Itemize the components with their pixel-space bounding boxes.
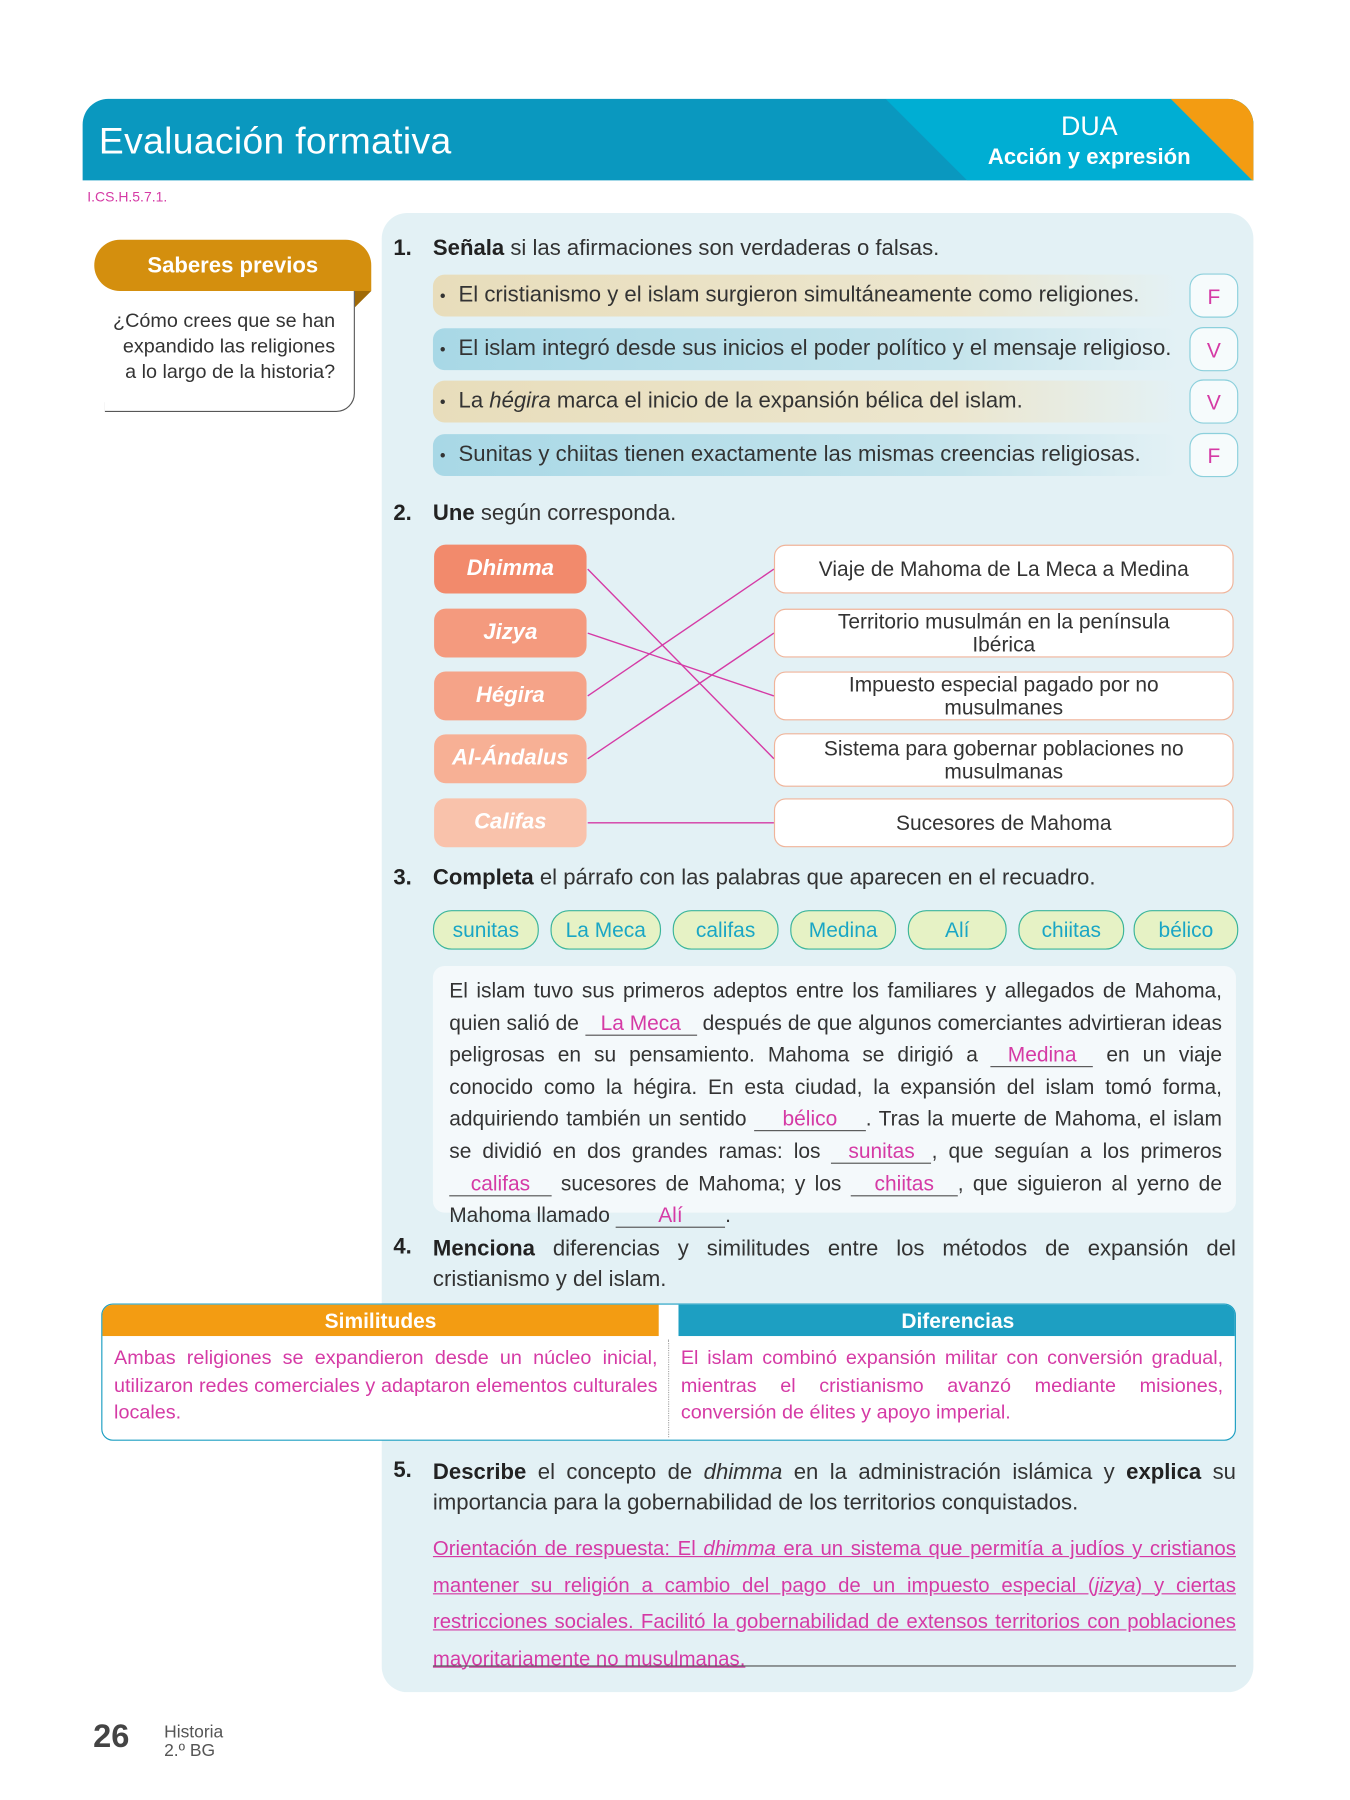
- match-term[interactable]: Hégira: [434, 672, 586, 721]
- question-rest: diferencias y similitudes entre los métodos de expansión del cristianismo y del islam.: [432, 1237, 1236, 1292]
- match-term[interactable]: Jizya: [434, 609, 586, 658]
- answer-text: Orientación de respuesta: El: [432, 1536, 704, 1560]
- statement-text: La: [458, 388, 490, 414]
- subject: Historia: [164, 1722, 224, 1743]
- word-bank-chip[interactable]: bélico: [1134, 910, 1239, 950]
- match-definition[interactable]: Territorio musulmán en la península Ibérica: [774, 609, 1234, 658]
- dua-sublabel: Acción y expresión: [987, 145, 1191, 170]
- grade: 2.º BG: [164, 1741, 216, 1761]
- match-line: [588, 633, 774, 696]
- blank-answer[interactable]: sunitas: [832, 1139, 932, 1163]
- paragraph-text: , que seguían a los primeros: [931, 1139, 1222, 1163]
- word-bank-chip[interactable]: La Meca: [550, 910, 661, 950]
- question-verb: explica: [1126, 1460, 1202, 1486]
- paragraph-text: en un viaje conocido como la hégira. En esta ciudad, la expansión del islam tomó forma, adquiriendo también un sentido: [449, 1042, 1222, 1131]
- question-verb: Describe: [432, 1460, 527, 1486]
- statement-text: Sunitas y chiitas tienen exactamente las mismas creencias religiosas.: [458, 442, 1141, 467]
- question-rest: su importancia para la gobernabilidad de los territorios conquistados.: [432, 1460, 1236, 1516]
- true-false-answer[interactable]: V: [1189, 327, 1238, 371]
- word-bank-chip[interactable]: chiitas: [1018, 910, 1124, 950]
- match-line: [588, 633, 774, 759]
- blank-answer[interactable]: La Meca: [585, 1011, 697, 1035]
- page-title: Evaluación formativa: [98, 119, 452, 162]
- question-text: [433, 1458, 1236, 1519]
- match-definition[interactable]: Impuesto especial pagado por no musulmanes: [774, 672, 1234, 721]
- statement-text: El cristianismo y el islam surgieron simultáneamente como religiones.: [458, 282, 1140, 308]
- blank-answer[interactable]: Alí: [616, 1204, 725, 1228]
- subject-label: [164, 1724, 223, 1761]
- question-text: [433, 1235, 1236, 1296]
- curriculum-code: I.CS.H.5.7.1.: [87, 188, 168, 205]
- paragraph-text: .: [725, 1203, 731, 1227]
- answer-term: dhimma: [703, 1536, 776, 1560]
- comparison-table: [101, 1303, 1236, 1440]
- question-verb: Señala: [432, 236, 505, 261]
- answer-text: ) y ciertas restricciones sociales. Facilitó la gobernabilidad de extensos territorios con poblaciones mayoritariamente no musulmanas.: [432, 1572, 1236, 1670]
- question-number: 1.: [393, 236, 412, 261]
- statement-text: marca el inicio de la expansión bélica del islam.: [550, 388, 1023, 414]
- question-rest: el concepto de: [526, 1460, 704, 1486]
- question-term: dhimma: [703, 1460, 783, 1486]
- question-number: 5.: [393, 1458, 412, 1483]
- question-verb: Une: [432, 501, 475, 527]
- answer-text: era un sistema que permitía a judíos y cristianos mantener su religión a cambio del pago de un impuesto especial (: [432, 1536, 1236, 1597]
- match-term[interactable]: Al-Ándalus: [434, 734, 586, 783]
- question-3: [393, 865, 1096, 892]
- question-rest: en la administración islámica y: [782, 1460, 1127, 1486]
- question-rest: si las afirmaciones son verdaderas o falsas.: [504, 236, 940, 261]
- page-number: 26: [93, 1717, 130, 1754]
- true-false-answer[interactable]: V: [1189, 379, 1238, 423]
- question-number: 2.: [393, 501, 412, 527]
- question-number: 4.: [393, 1234, 412, 1260]
- match-definition[interactable]: Sistema para gobernar poblaciones no musulmanas: [774, 733, 1234, 787]
- similitudes-header: Similitudes: [102, 1305, 658, 1336]
- saberes-previos-question: ¿Cómo crees que se han expandido las religiones a lo largo de la historia?: [113, 309, 336, 383]
- paragraph-text: . Tras la muerte de Mahoma, el islam se dividió en dos grandes ramas: los: [449, 1107, 1222, 1163]
- blank-answer[interactable]: califas: [449, 1171, 551, 1195]
- diferencias-text[interactable]: El islam combinó expansión militar con conversión gradual, mientras el cristianismo avanzó mediante misiones, conversión de élites y apoyo imperial.: [680, 1346, 1224, 1424]
- blank-answer[interactable]: Medina: [991, 1043, 1093, 1067]
- question-rest: el párrafo con las palabras que aparecen en el recuadro.: [533, 865, 1096, 891]
- match-term[interactable]: Califas: [434, 798, 586, 847]
- similitudes-text[interactable]: Ambas religiones se expandieron desde un núcleo inicial, utilizaron redes comerciales y adaptaron elementos culturales locales.: [114, 1346, 658, 1424]
- paragraph-text: sucesores de Mahoma; y los: [551, 1171, 851, 1195]
- true-false-answer[interactable]: F: [1189, 433, 1238, 477]
- answer-guidance[interactable]: [433, 1530, 1236, 1677]
- fill-in-paragraph: [449, 975, 1222, 1232]
- question-verb: Completa: [432, 865, 534, 891]
- question-rest: según corresponda.: [474, 501, 677, 527]
- paragraph-text: después de que algunos comerciantes advirtieran ideas peligrosas en su pensamiento. Mahoma se dirigió a: [449, 1010, 1222, 1067]
- paragraph-text: , que siguieron al yerno de Mahoma llamado: [449, 1171, 1222, 1227]
- answer-line: [433, 1665, 1236, 1666]
- true-false-answer[interactable]: F: [1189, 273, 1238, 317]
- statement-text: El islam integró desde sus inicios el poder político y el mensaje religioso.: [458, 336, 1172, 361]
- question-5: [393, 1458, 1236, 1519]
- match-definition[interactable]: Viaje de Mahoma de La Meca a Medina: [774, 545, 1234, 594]
- question-verb: Menciona: [432, 1237, 535, 1262]
- saberes-previos-tab: Saberes previos: [94, 240, 371, 291]
- word-bank-chip[interactable]: Medina: [790, 910, 896, 950]
- answer-term: jizya: [1094, 1572, 1136, 1597]
- statement-term: hégira: [489, 388, 551, 414]
- blank-answer[interactable]: chiitas: [851, 1171, 958, 1195]
- question-4: [393, 1235, 1236, 1296]
- dua-label: DUA: [1061, 110, 1118, 141]
- blank-answer[interactable]: bélico: [754, 1107, 866, 1131]
- question-number: 3.: [393, 865, 412, 891]
- diferencias-header: Diferencias: [678, 1305, 1235, 1336]
- column-divider: [668, 1340, 669, 1438]
- word-bank-chip[interactable]: califas: [673, 910, 779, 950]
- word-bank-chip[interactable]: sunitas: [433, 910, 539, 950]
- question-text: [433, 866, 1096, 892]
- match-line: [588, 569, 774, 696]
- word-bank-chip[interactable]: Alí: [908, 910, 1007, 950]
- paragraph-text: El islam tuvo sus primeros adeptos entre los familiares y allegados de Mahoma, quien salió de: [449, 978, 1222, 1035]
- match-term[interactable]: Dhimma: [434, 545, 586, 594]
- match-definition[interactable]: Sucesores de Mahoma: [774, 798, 1234, 847]
